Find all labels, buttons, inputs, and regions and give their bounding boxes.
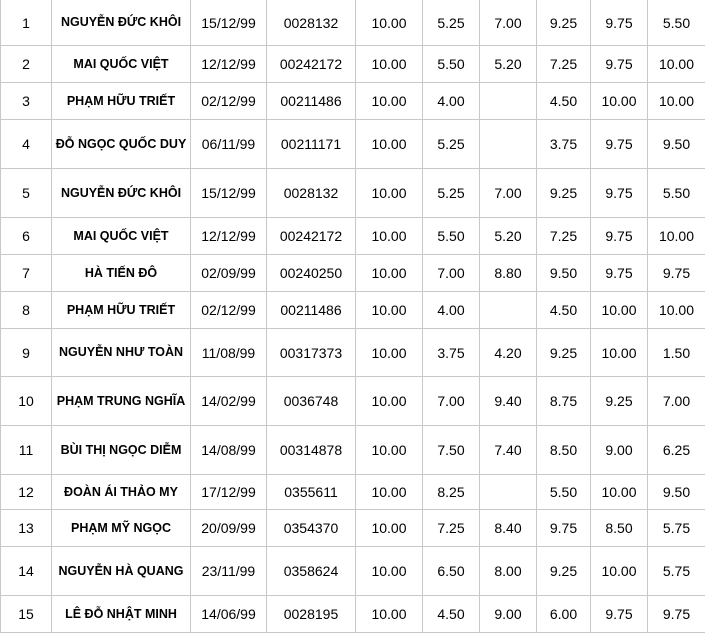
score-2: 6.50 <box>423 547 480 596</box>
row-number: 12 <box>1 475 52 510</box>
candidate-number: 00211171 <box>267 120 356 169</box>
score-2: 7.00 <box>423 377 480 426</box>
score-4: 6.00 <box>537 596 591 633</box>
candidate-number: 00211486 <box>267 83 356 120</box>
score-1: 10.00 <box>356 329 423 377</box>
candidate-number: 0036748 <box>267 377 356 426</box>
score-1: 10.00 <box>356 120 423 169</box>
score-4: 3.75 <box>537 120 591 169</box>
score-3: 7.40 <box>480 426 537 475</box>
student-name: PHẠM MỸ NGỌC <box>52 510 191 547</box>
candidate-number: 0028132 <box>267 169 356 218</box>
student-name: NGUYỄN ĐỨC KHÔI <box>52 169 191 218</box>
date-of-birth: 02/12/99 <box>191 83 267 120</box>
date-of-birth: 20/09/99 <box>191 510 267 547</box>
score-6: 5.75 <box>648 547 705 596</box>
score-6: 5.75 <box>648 510 705 547</box>
score-4: 9.25 <box>537 547 591 596</box>
score-5: 9.75 <box>591 596 648 633</box>
row-number: 15 <box>1 596 52 633</box>
candidate-number: 0354370 <box>267 510 356 547</box>
score-6: 10.00 <box>648 292 705 329</box>
candidate-number: 0355611 <box>267 475 356 510</box>
table-row <box>1 426 705 475</box>
score-4: 5.50 <box>537 475 591 510</box>
score-3 <box>480 83 537 120</box>
date-of-birth: 14/02/99 <box>191 377 267 426</box>
date-of-birth: 11/08/99 <box>191 329 267 377</box>
candidate-number: 00317373 <box>267 329 356 377</box>
score-4: 8.75 <box>537 377 591 426</box>
score-2: 4.00 <box>423 83 480 120</box>
table-row <box>1 475 705 510</box>
row-number: 9 <box>1 329 52 377</box>
candidate-number: 00211486 <box>267 292 356 329</box>
date-of-birth: 12/12/99 <box>191 46 267 83</box>
date-of-birth: 02/12/99 <box>191 292 267 329</box>
row-number: 11 <box>1 426 52 475</box>
score-5: 9.75 <box>591 255 648 292</box>
table-row <box>1 596 705 633</box>
row-number: 8 <box>1 292 52 329</box>
score-6: 5.50 <box>648 0 705 46</box>
score-5: 10.00 <box>591 83 648 120</box>
score-5: 9.75 <box>591 218 648 255</box>
student-name: ĐỖ NGỌC QUỐC DUY <box>52 120 191 169</box>
score-1: 10.00 <box>356 46 423 83</box>
row-number: 7 <box>1 255 52 292</box>
student-name: BÙI THỊ NGỌC DIỄM <box>52 426 191 475</box>
row-number: 3 <box>1 83 52 120</box>
score-4: 7.25 <box>537 218 591 255</box>
date-of-birth: 15/12/99 <box>191 169 267 218</box>
score-4: 4.50 <box>537 292 591 329</box>
student-name: PHẠM HỮU TRIẾT <box>52 83 191 120</box>
date-of-birth: 02/09/99 <box>191 255 267 292</box>
score-1: 10.00 <box>356 377 423 426</box>
table-row <box>1 0 705 46</box>
score-2: 7.25 <box>423 510 480 547</box>
score-3: 7.00 <box>480 0 537 46</box>
score-1: 10.00 <box>356 83 423 120</box>
table-row <box>1 218 705 255</box>
student-name: MAI QUỐC VIỆT <box>52 218 191 255</box>
row-number: 4 <box>1 120 52 169</box>
score-1: 10.00 <box>356 255 423 292</box>
score-5: 10.00 <box>591 475 648 510</box>
score-2: 7.00 <box>423 255 480 292</box>
score-6: 9.50 <box>648 475 705 510</box>
table-row <box>1 377 705 426</box>
score-6: 10.00 <box>648 46 705 83</box>
row-number: 14 <box>1 547 52 596</box>
student-name: PHẠM TRUNG NGHĨA <box>52 377 191 426</box>
score-5: 9.75 <box>591 120 648 169</box>
row-number: 13 <box>1 510 52 547</box>
score-2: 5.50 <box>423 46 480 83</box>
score-1: 10.00 <box>356 169 423 218</box>
score-2: 5.25 <box>423 0 480 46</box>
score-3: 8.80 <box>480 255 537 292</box>
score-3: 8.00 <box>480 547 537 596</box>
score-4: 9.25 <box>537 0 591 46</box>
score-5: 9.25 <box>591 377 648 426</box>
table-row <box>1 292 705 329</box>
score-5: 10.00 <box>591 547 648 596</box>
score-3: 9.00 <box>480 596 537 633</box>
score-4: 9.50 <box>537 255 591 292</box>
date-of-birth: 23/11/99 <box>191 547 267 596</box>
date-of-birth: 14/06/99 <box>191 596 267 633</box>
score-3: 9.40 <box>480 377 537 426</box>
row-number: 1 <box>1 0 52 46</box>
score-6: 1.50 <box>648 329 705 377</box>
score-2: 7.50 <box>423 426 480 475</box>
score-1: 10.00 <box>356 510 423 547</box>
score-3: 7.00 <box>480 169 537 218</box>
table-row <box>1 83 705 120</box>
score-6: 7.00 <box>648 377 705 426</box>
student-name: HÀ TIẾN ĐÔ <box>52 255 191 292</box>
score-2: 5.50 <box>423 218 480 255</box>
student-name: NGUYỄN ĐỨC KHÔI <box>52 0 191 46</box>
score-3: 5.20 <box>480 46 537 83</box>
score-5: 9.75 <box>591 169 648 218</box>
score-2: 4.50 <box>423 596 480 633</box>
row-number: 10 <box>1 377 52 426</box>
row-number: 2 <box>1 46 52 83</box>
score-6: 5.50 <box>648 169 705 218</box>
score-5: 10.00 <box>591 329 648 377</box>
candidate-number: 00242172 <box>267 46 356 83</box>
candidate-number: 0028195 <box>267 596 356 633</box>
score-1: 10.00 <box>356 292 423 329</box>
score-2: 8.25 <box>423 475 480 510</box>
date-of-birth: 06/11/99 <box>191 120 267 169</box>
score-1: 10.00 <box>356 218 423 255</box>
score-6: 9.50 <box>648 120 705 169</box>
table-row <box>1 46 705 83</box>
score-5: 10.00 <box>591 292 648 329</box>
student-name: MAI QUỐC VIỆT <box>52 46 191 83</box>
score-3: 4.20 <box>480 329 537 377</box>
candidate-number: 00314878 <box>267 426 356 475</box>
score-4: 7.25 <box>537 46 591 83</box>
score-6: 6.25 <box>648 426 705 475</box>
score-5: 9.00 <box>591 426 648 475</box>
score-6: 9.75 <box>648 596 705 633</box>
score-6: 9.75 <box>648 255 705 292</box>
candidate-number: 00242172 <box>267 218 356 255</box>
table-row <box>1 510 705 547</box>
score-3: 5.20 <box>480 218 537 255</box>
score-3 <box>480 120 537 169</box>
score-1: 10.00 <box>356 596 423 633</box>
score-3 <box>480 475 537 510</box>
score-4: 4.50 <box>537 83 591 120</box>
student-name: ĐOÀN ÁI THẢO MY <box>52 475 191 510</box>
score-1: 10.00 <box>356 475 423 510</box>
student-name: NGUYỄN NHƯ TOÀN <box>52 329 191 377</box>
score-2: 4.00 <box>423 292 480 329</box>
student-name: LÊ ĐỖ NHẬT MINH <box>52 596 191 633</box>
score-5: 9.75 <box>591 0 648 46</box>
date-of-birth: 12/12/99 <box>191 218 267 255</box>
student-name: PHẠM HỮU TRIẾT <box>52 292 191 329</box>
date-of-birth: 14/08/99 <box>191 426 267 475</box>
table-row <box>1 547 705 596</box>
score-4: 9.75 <box>537 510 591 547</box>
date-of-birth: 15/12/99 <box>191 0 267 46</box>
score-1: 10.00 <box>356 426 423 475</box>
score-2: 5.25 <box>423 120 480 169</box>
table-row <box>1 169 705 218</box>
student-name: NGUYỄN HÀ QUANG <box>52 547 191 596</box>
score-2: 3.75 <box>423 329 480 377</box>
table-row <box>1 329 705 377</box>
score-3: 8.40 <box>480 510 537 547</box>
score-4: 8.50 <box>537 426 591 475</box>
score-1: 10.00 <box>356 0 423 46</box>
date-of-birth: 17/12/99 <box>191 475 267 510</box>
score-6: 10.00 <box>648 83 705 120</box>
candidate-number: 0028132 <box>267 0 356 46</box>
table-row <box>1 255 705 292</box>
candidate-number: 00240250 <box>267 255 356 292</box>
score-1: 10.00 <box>356 547 423 596</box>
score-6: 10.00 <box>648 218 705 255</box>
score-3 <box>480 292 537 329</box>
score-4: 9.25 <box>537 169 591 218</box>
score-5: 8.50 <box>591 510 648 547</box>
score-5: 9.75 <box>591 46 648 83</box>
table-row <box>1 120 705 169</box>
score-2: 5.25 <box>423 169 480 218</box>
row-number: 6 <box>1 218 52 255</box>
row-number: 5 <box>1 169 52 218</box>
score-4: 9.25 <box>537 329 591 377</box>
candidate-number: 0358624 <box>267 547 356 596</box>
